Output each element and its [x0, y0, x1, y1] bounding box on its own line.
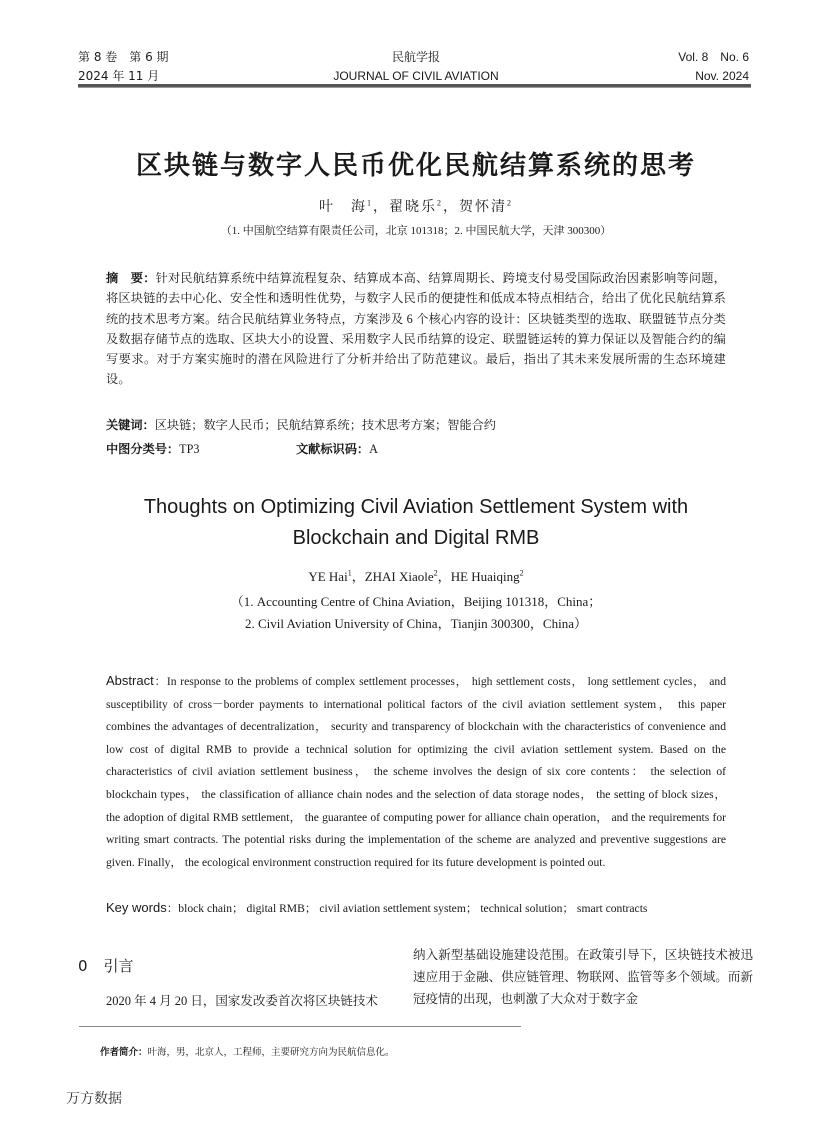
title-en [0, 492, 832, 554]
footnote-label: 作者简介： [100, 1047, 148, 1058]
keywords-en [106, 897, 746, 920]
section-number: 0 [78, 957, 88, 975]
keywords-cn-label: 关键词： [106, 418, 155, 432]
title-en-line-1: Thoughts on Optimizing Civil Aviation Settlement System with [143, 496, 689, 518]
author-en-3-aff: 2 [519, 568, 524, 578]
author-en-2: ZHAI Xiaole [364, 569, 434, 584]
affiliation-en-line-1: （1. Accounting Centre of China Aviation，Beijing 101318，China； [230, 594, 602, 609]
classification-label: 中图分类号： [106, 442, 180, 456]
keywords-en-label: Key words [106, 900, 167, 915]
header-journal-en: JOURNAL OF CIVIL AVIATION [333, 69, 499, 83]
abstract-en-text: ：In response to the problems of complex settlement processes， high settlement costs， long settlement cycles， and susceptibility of cross－border payments to international political factors of the civil aviation settlement system， this paper combines the advantages of decentralization， security and transparency of blockchain with the characteristics of convenience and low cost of digital RMB to provide a technical solution for optimizing the civil aviation settlement system. Based on the characteristics of civil aviation settlement business， the scheme involves the design of six core contents： the selection of blockchain types， the classification of alliance chain nodes and the selection of data storage nodes， the setting of block sizes， the adoption of digital RMB settlement， the guarantee of computing power for alliance chain operation， and the requirements for writing smart contracts. The potential risks during the implementation of the scheme are analyzed and preventive suggestions are given. Finally， the ecological environment construction required for its future development is pointed out. [106, 675, 726, 869]
affiliation-en-line-2: 2. Civil Aviation University of China，Tianjin 300300，China） [245, 616, 587, 631]
abstract-en [106, 670, 726, 874]
body-left-column: 2020 年 4 月 20 日，国家发改委首次将区块链技术 [106, 994, 378, 1008]
classification-value: TP3 [179, 442, 200, 456]
header-rule [78, 84, 751, 88]
author-cn-1-aff: 1 [367, 198, 373, 208]
authors-cn: 叶 海$^1$，翟晓乐$^2$，贺怀清$^2$ [319, 198, 513, 215]
author-cn-2: 翟晓乐 [389, 200, 437, 215]
author-en-1: YE Hai [308, 569, 348, 584]
author-cn-2-aff: 2 [437, 198, 443, 208]
keywords-en-text: ：block chain； digital RMB； civil aviation settlement system； technical solution； smart contracts [166, 902, 648, 915]
document-code [296, 439, 378, 459]
header-volume-issue-en: Vol. 8 No. 6 [678, 50, 749, 64]
abstract-en-label: Abstract [106, 673, 154, 688]
title-en-line-2: Blockchain and Digital RMB [292, 527, 540, 549]
keywords-cn [106, 415, 726, 435]
header-journal-cn: 民航学报 [391, 50, 440, 64]
author-cn-3-aff: 2 [507, 198, 513, 208]
author-cn-1: 叶 海 [319, 200, 367, 215]
affiliations-en [0, 591, 832, 635]
section-title: 引言 [103, 957, 134, 975]
keywords-cn-text: 区块链；数字人民币；民航结算系统；技术思考方案；智能合约 [154, 418, 496, 432]
watermark: 万方数据 [66, 1092, 122, 1107]
body-right-column: 纳入新型基础设施建设范围。在政策引导下，区块链技术被迅速应用于金融、供应链管理、物联网、监管等多个领域。而新冠疫情的出现，也刺激了大众对于数字金 [413, 948, 753, 1006]
author-en-2-aff: 2 [433, 568, 438, 578]
affiliations-cn: （1. 中国航空结算有限责任公司，北京 101318；2. 中国民航大学，天津 300300） [220, 225, 612, 237]
header-date-cn: 2024 年 11 月 [78, 69, 160, 83]
document-code-label: 文献标识码： [296, 442, 370, 456]
document-code-value: A [369, 442, 378, 456]
footnote-text: 叶海，男，北京人，工程师，主要研究方向为民航信息化。 [147, 1048, 395, 1058]
header-volume-issue-cn: 第 8 卷 第 6 期 [78, 50, 169, 64]
authors-en: YE Hai$^1$，ZHAI Xiaole$^2$，HE Huaiqing$^2$ [308, 568, 524, 584]
author-bio-footnote [100, 1044, 395, 1058]
abstract-cn [106, 268, 726, 390]
section-heading [78, 955, 134, 976]
abstract-cn-text: 针对民航结算系统中结算流程复杂、结算成本高、结算周期长、跨境支付易受国际政治因素影响等问题，将区块链的去中心化、安全性和透明性优势，与数字人民币的便捷性和低成本特点相结合，给出了优化民航结算系统的技术思考方案。结合民航结算业务特点，方案涉及 6 个核心内容的设计：区块链类型的选取、联盟链节点分类及数据存储节点的选取、区块大小的设置、采用数字人民币结算的设定、联盟链运转的算力保证以及智能合约的编写要求。对于方案实施时的潜在风险进行了分析并给出了防范建议。最后，指出了其未来发展所需的生态环境建设。 [106, 271, 726, 387]
footnote-rule [79, 1026, 521, 1027]
classification-number [106, 439, 199, 459]
author-en-1-aff: 1 [347, 568, 352, 578]
title-cn: 区块链与数字人民币优化民航结算系统的思考 [135, 151, 696, 181]
author-cn-3: 贺怀清 [459, 200, 507, 215]
author-en-3: HE Huaiqing [450, 569, 520, 584]
abstract-cn-label: 摘 要： [106, 271, 156, 285]
header-date-en: Nov. 2024 [695, 69, 749, 83]
